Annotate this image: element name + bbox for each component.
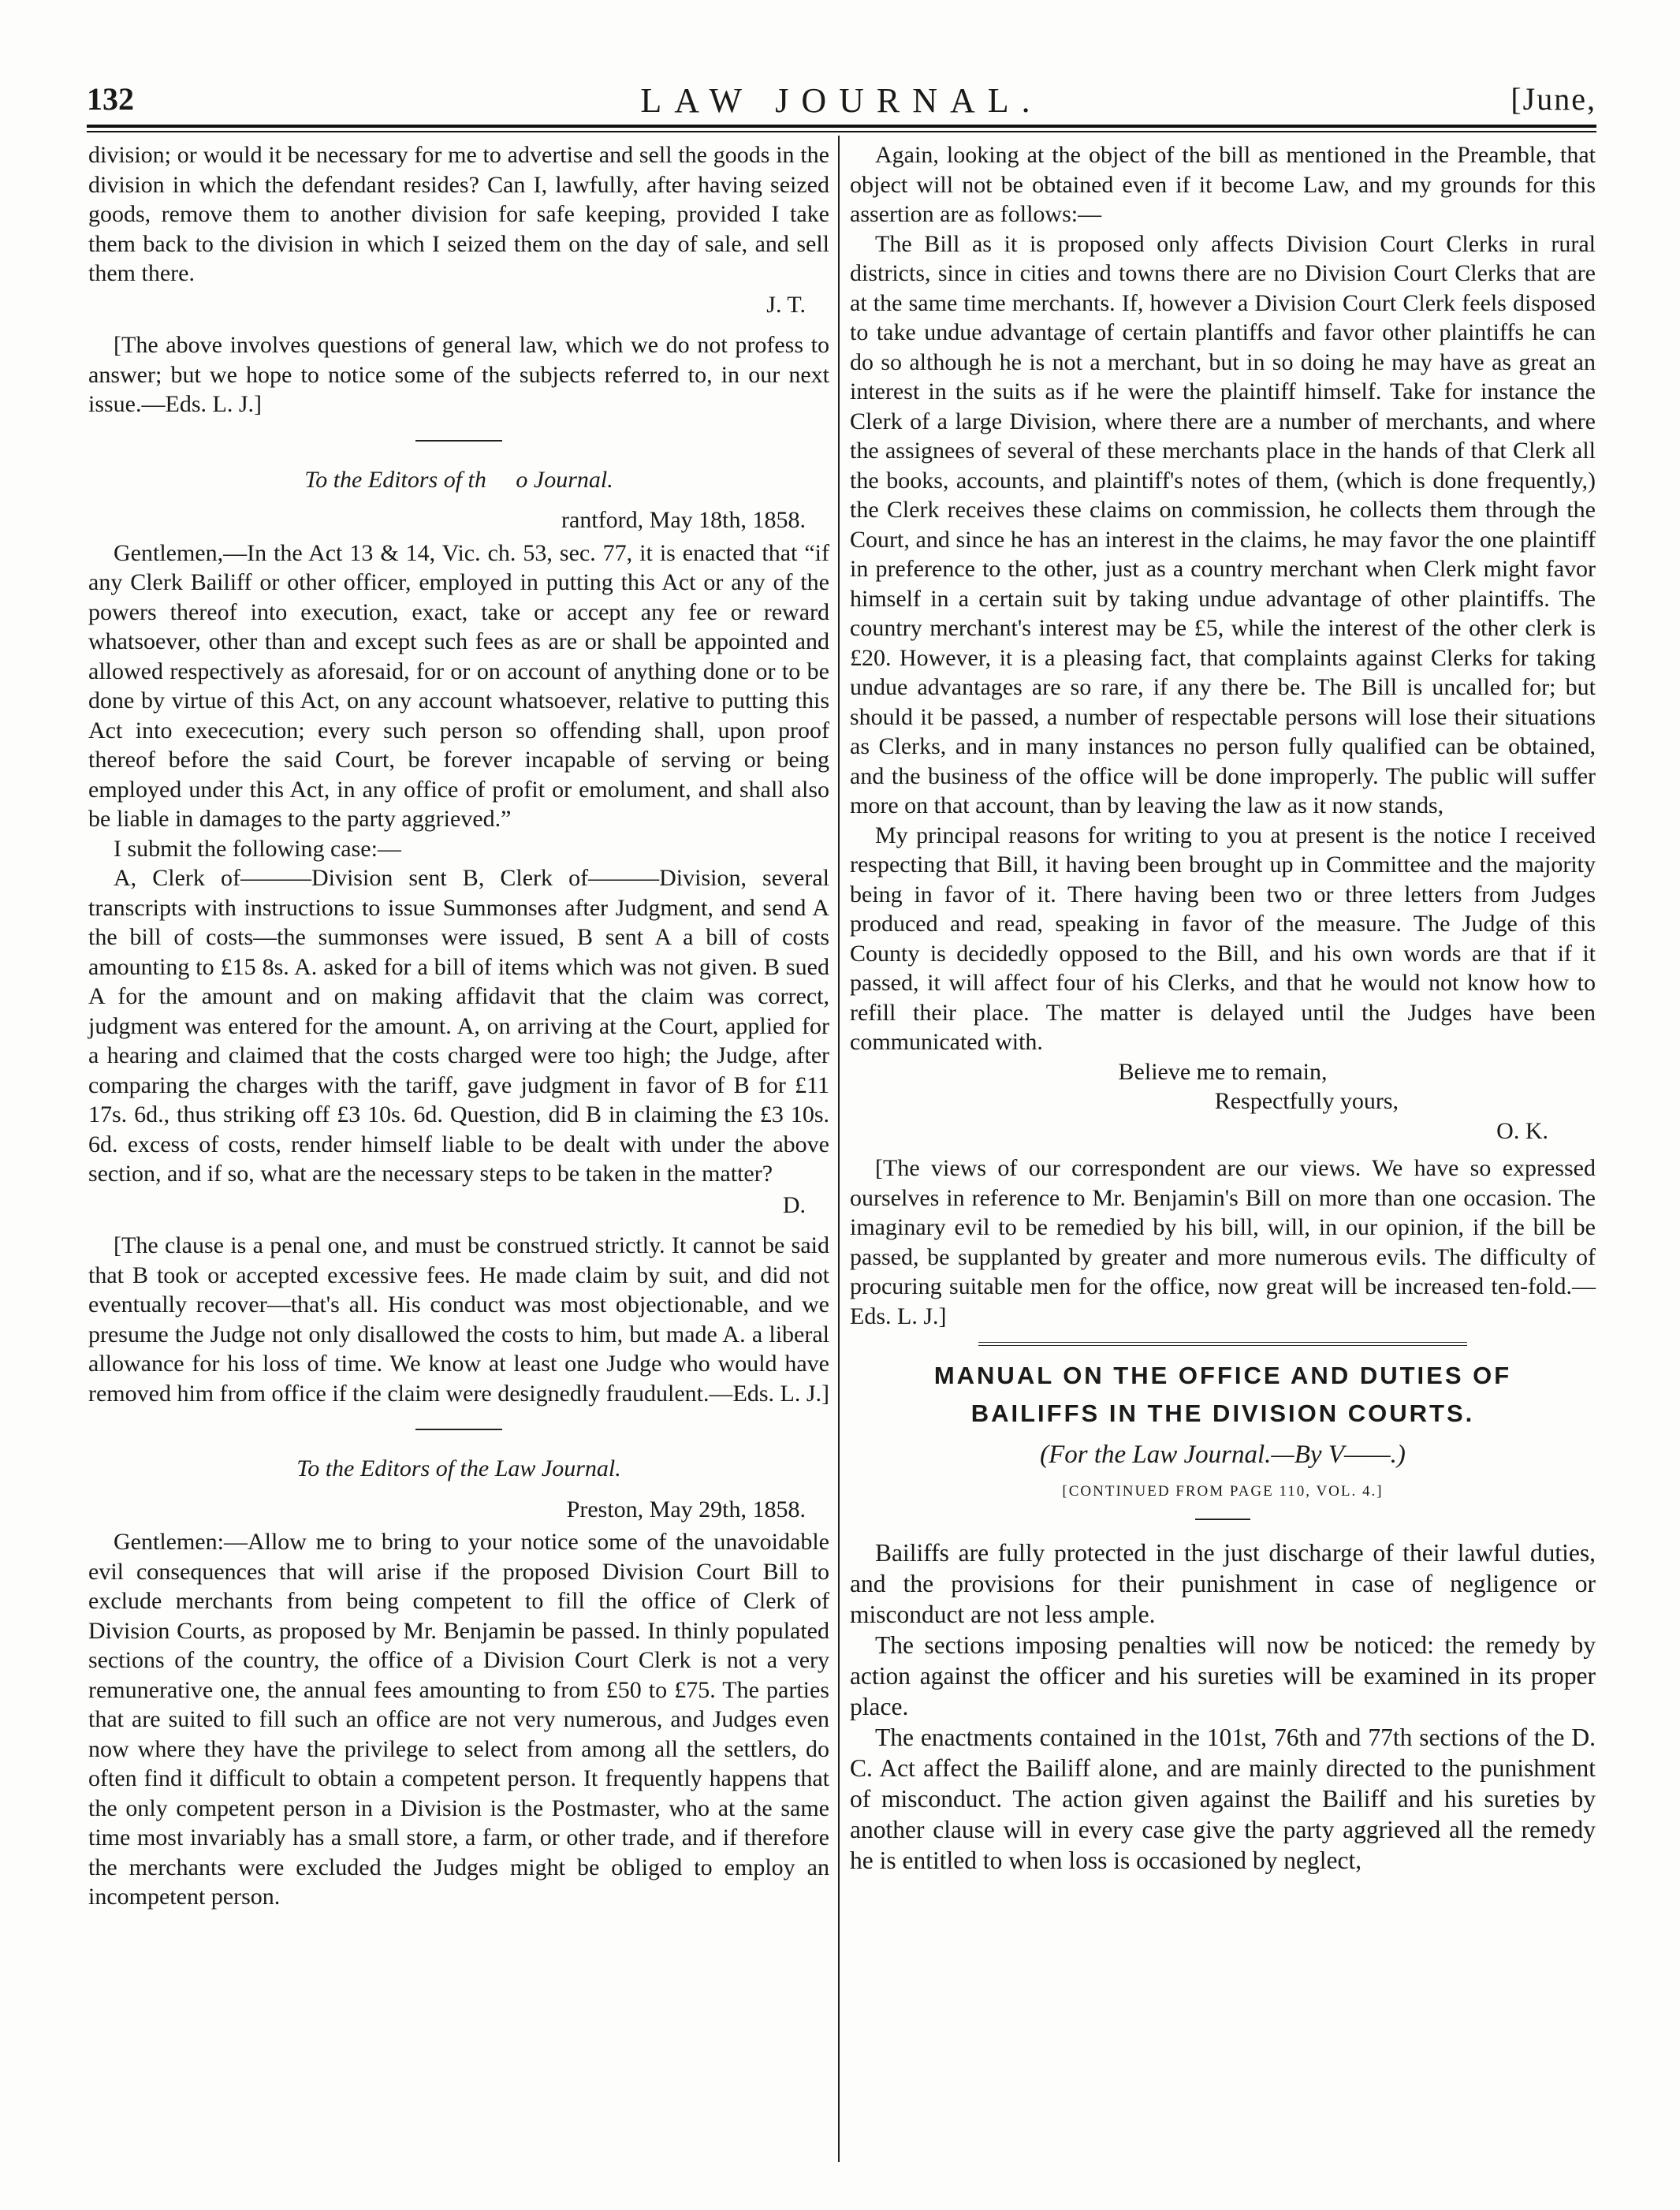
journal-title: LAW JOURNAL. [640,81,1043,120]
closing-line-1: Believe me to remain, [1118,1058,1328,1085]
section-divider [415,1429,502,1430]
editors-note-2: [The clause is a penal one, and must be construed strictly. It cannot be said that B took or accepted excessive fees. He made claim by suit, and did not eventually recover—that's all. His conduct was most objectionable, and we presume the Judge not only disallowed the costs to him, but made A. a liberal allowance for his loss of time. We know at least one Judge who would have removed him from office if the claim were designedly fraudulent.—Eds. L. J.] [88,1232,829,1407]
article-paragraph-2: The sections imposing penalties will now be noticed: the remedy by action against the officer and his sureties will be examined in its proper place. [850,1631,1596,1720]
signature-d: D. [782,1191,806,1218]
dateline-1: rantford, May 18th, 1858. [555,507,806,533]
month-label: [June, [1511,81,1596,117]
continued-notice: [CONTINUED FROM PAGE 110, VOL. 4.] [1062,1482,1384,1500]
letter-jt-body: division; or would it be necessary for me to advertise and sell the goods in the division in which the defendant resides? Can I, lawfully, after having seized goods, remove them to another division for safe keeping, provided I take them back to the division in which I seized them on the day of sale, and sell them there. [88,142,829,286]
signature-jt: J. T. [766,291,806,318]
salutation-2: To the Editors of the Law Journal. [296,1455,621,1481]
letter-ok-paragraph-1: Gentlemen:—Allow me to bring to your notice some of the unavoidable evil consequences that will arise if the proposed Division Court Bill to exclude merchants from being competent to fill the office of Clerk of Division Courts, as proposed by Mr. Benjamin be passed. In thinly populated sections of the country, the office of a Division Court Clerk is not a very remunerative one, the annual fees amounting to from £50 to £75. The parties that are suited to fill such an office are not very numerous, and Judges even now where they have the privilege to select from among all the settlers, do often find it difficult to obtain a competent person. It frequently happens that the only competent person in a Division is the Postmaster, who at the same time most invariably has a small store, a farm, or other trade, and if therefore the merchants were excluded the Judges might be obliged to employ an incompetent person. [88,1529,829,1910]
article-byline: (For the Law Journal.—By V——.) [1040,1440,1406,1469]
letter-d-paragraph-3: A, Clerk of———Division sent B, Clerk of———Division, several transcripts with instructions to issue Summonses after Judgment, and send A the bill of costs—the summonses were issued, B sent A a bill of costs amounting to £15 8s. A. asked for a bill of items which was not given. B sued A for the amount and on making affidavit that the claim was correct, judgment was entered for the amount. A, on arriving at the Court, applied for a hearing and claimed that the costs charged were too high; the Judge, after comparing the charges with the tariff, gave judgment in favor of B for £11 17s. 6d., thus striking off £3 10s. 6d. Question, did B in claiming the £3 10s. 6d. excess of costs, render himself liable to be dealt with under the above section, and if so, what are the necessary steps to be taken in the matter? [88,865,829,1187]
letter-ok-paragraph-3: The Bill as it is proposed only affects Division Court Clerks in rural districts, since in cities and towns there are no Division Court Clerks that are at the same time merchants. If, however a Division Court Clerk feels disposed to take undue advantage of certain plantiffs and favor other plaintiffs he can do so although he is not a merchant, but in so doing he may have as great an interest in the suits as if he were the plaintiff himself. Take for instance the Clerk of a large Division, where there are a number of merchants, and where the assignees of several of these merchants place in the hands of that Clerk all the books, accounts, and plaintiff's notes of them, (which is done frequently,) the Clerk receives these claims on commission, he collects them through the Court, and since he has an interest in the claims, he may favor the one plaintiff in preference to the other, just as a country merchant when Clerk might favor himself in a certain suit by taking undue advantage of other plaintiffs. The country merchant's interest may be £5, while the interest of the other clerk is £20. However, it is a pleasing fact, that complaints against Clerks for taking undue advantages are so rare, if any there be. The Bill is uncalled for; but should it be passed, a number of respectable persons will lose their situations as Clerks, and in many instances no person fully qualified can be obtained, and the business of the office will be done improperly. The public will suffer more on that account, than by leaving the law as it now stands, [850,230,1596,818]
ornamental-rule [978,1342,1467,1346]
signature-ok: O. K. [1496,1117,1548,1144]
article-heading-line-1: MANUAL ON THE OFFICE AND DUTIES OF [933,1362,1512,1389]
left-column [88,140,829,1912]
editors-note-3: [The views of our correspondent are our views. We have so expressed ourselves in reference to Mr. Benjamin's Bill on more than one occasion. The imaginary evil to be remedied by his bill, will, in our opinion, if the bill be passed, be supplanted by greater and more numerous evils. The difficulty of procuring suitable men for the office, now great will be increased ten-fold.—Eds. L. J.] [850,1155,1596,1329]
right-column [850,140,1596,1876]
salutation-1: To the Editors of th o Journal. [304,466,613,493]
article-rule [1195,1519,1250,1520]
header-rule-thin [87,131,1596,132]
letter-ok-paragraph-4: My principal reasons for writing to you at present is the notice I received respecting that Bill, it having been brought up in Committee and the majority being in favor of it. There having been two or three letters from Judges produced and read, speaking in favor of the measure. The Judge of this County is decidedly opposed to the Bill, and his own words are that if it passed, it will affect four of his Clerks, and that he would not know how to refill their place. The matter is delayed until the Judges have been communicated with. [850,822,1596,1055]
letter-d-paragraph-1: Gentlemen,—In the Act 13 & 14, Vic. ch. 53, sec. 77, it is enacted that “if any Clerk Bailiff or other officer, employed in putting this Act or any of the powers thereof into execution, exact, take or accept any fee or reward whatsoever, other than and except such fees as are or shall be appointed and allowed respectively as aforesaid, for or on account of anything done or to be done by virtue of this Act, on any account whatsoever, relative to putting this Act into exececution; every such person so offending shall, upon proof thereof before the said Court, be forever incapable of serving or being employed under this Act, in any office of profit or emolument, and shall also be liable in damages to the party aggrieved.” [88,539,829,832]
letter-d-paragraph-2: I submit the following case:— [114,835,401,862]
letter-ok-paragraph-2: Again, looking at the object of the bill as mentioned in the Preamble, that object will not be obtained even if it become Law, and my grounds for this assertion are as follows:— [850,142,1596,227]
dateline-2: Preston, May 29th, 1858. [566,1496,806,1522]
header-rule-thick [87,125,1596,128]
article-paragraph-3: The enactments contained in the 101st, 76th and 77th sections of the D. C. Act affect the Bailiff alone, and are mainly directed to the punishment of misconduct. The action given against the Bailiff and his sureties by another clause will in every case give the party aggrieved all the remedy he is entitled to when loss is occasioned by neglect, [850,1724,1596,1874]
column-divider [838,136,840,2162]
running-header [87,80,1596,128]
section-divider [415,440,502,442]
page-number: 132 [87,81,134,117]
article-heading-line-2: BAILIFFS IN THE DIVISION COURTS. [970,1399,1475,1427]
closing-line-2: Respectfully yours, [1214,1088,1399,1114]
editors-note-1: [The above involves questions of general law, which we do not profess to answer; but we hope to notice some of the subjects referred to, in our next issue.—Eds. L. J.] [88,332,829,417]
article-paragraph-1: Bailiffs are fully protected in the just discharge of their lawful duties, and the provisions for their punishment in case of negligence or misconduct are not less ample. [850,1539,1596,1628]
